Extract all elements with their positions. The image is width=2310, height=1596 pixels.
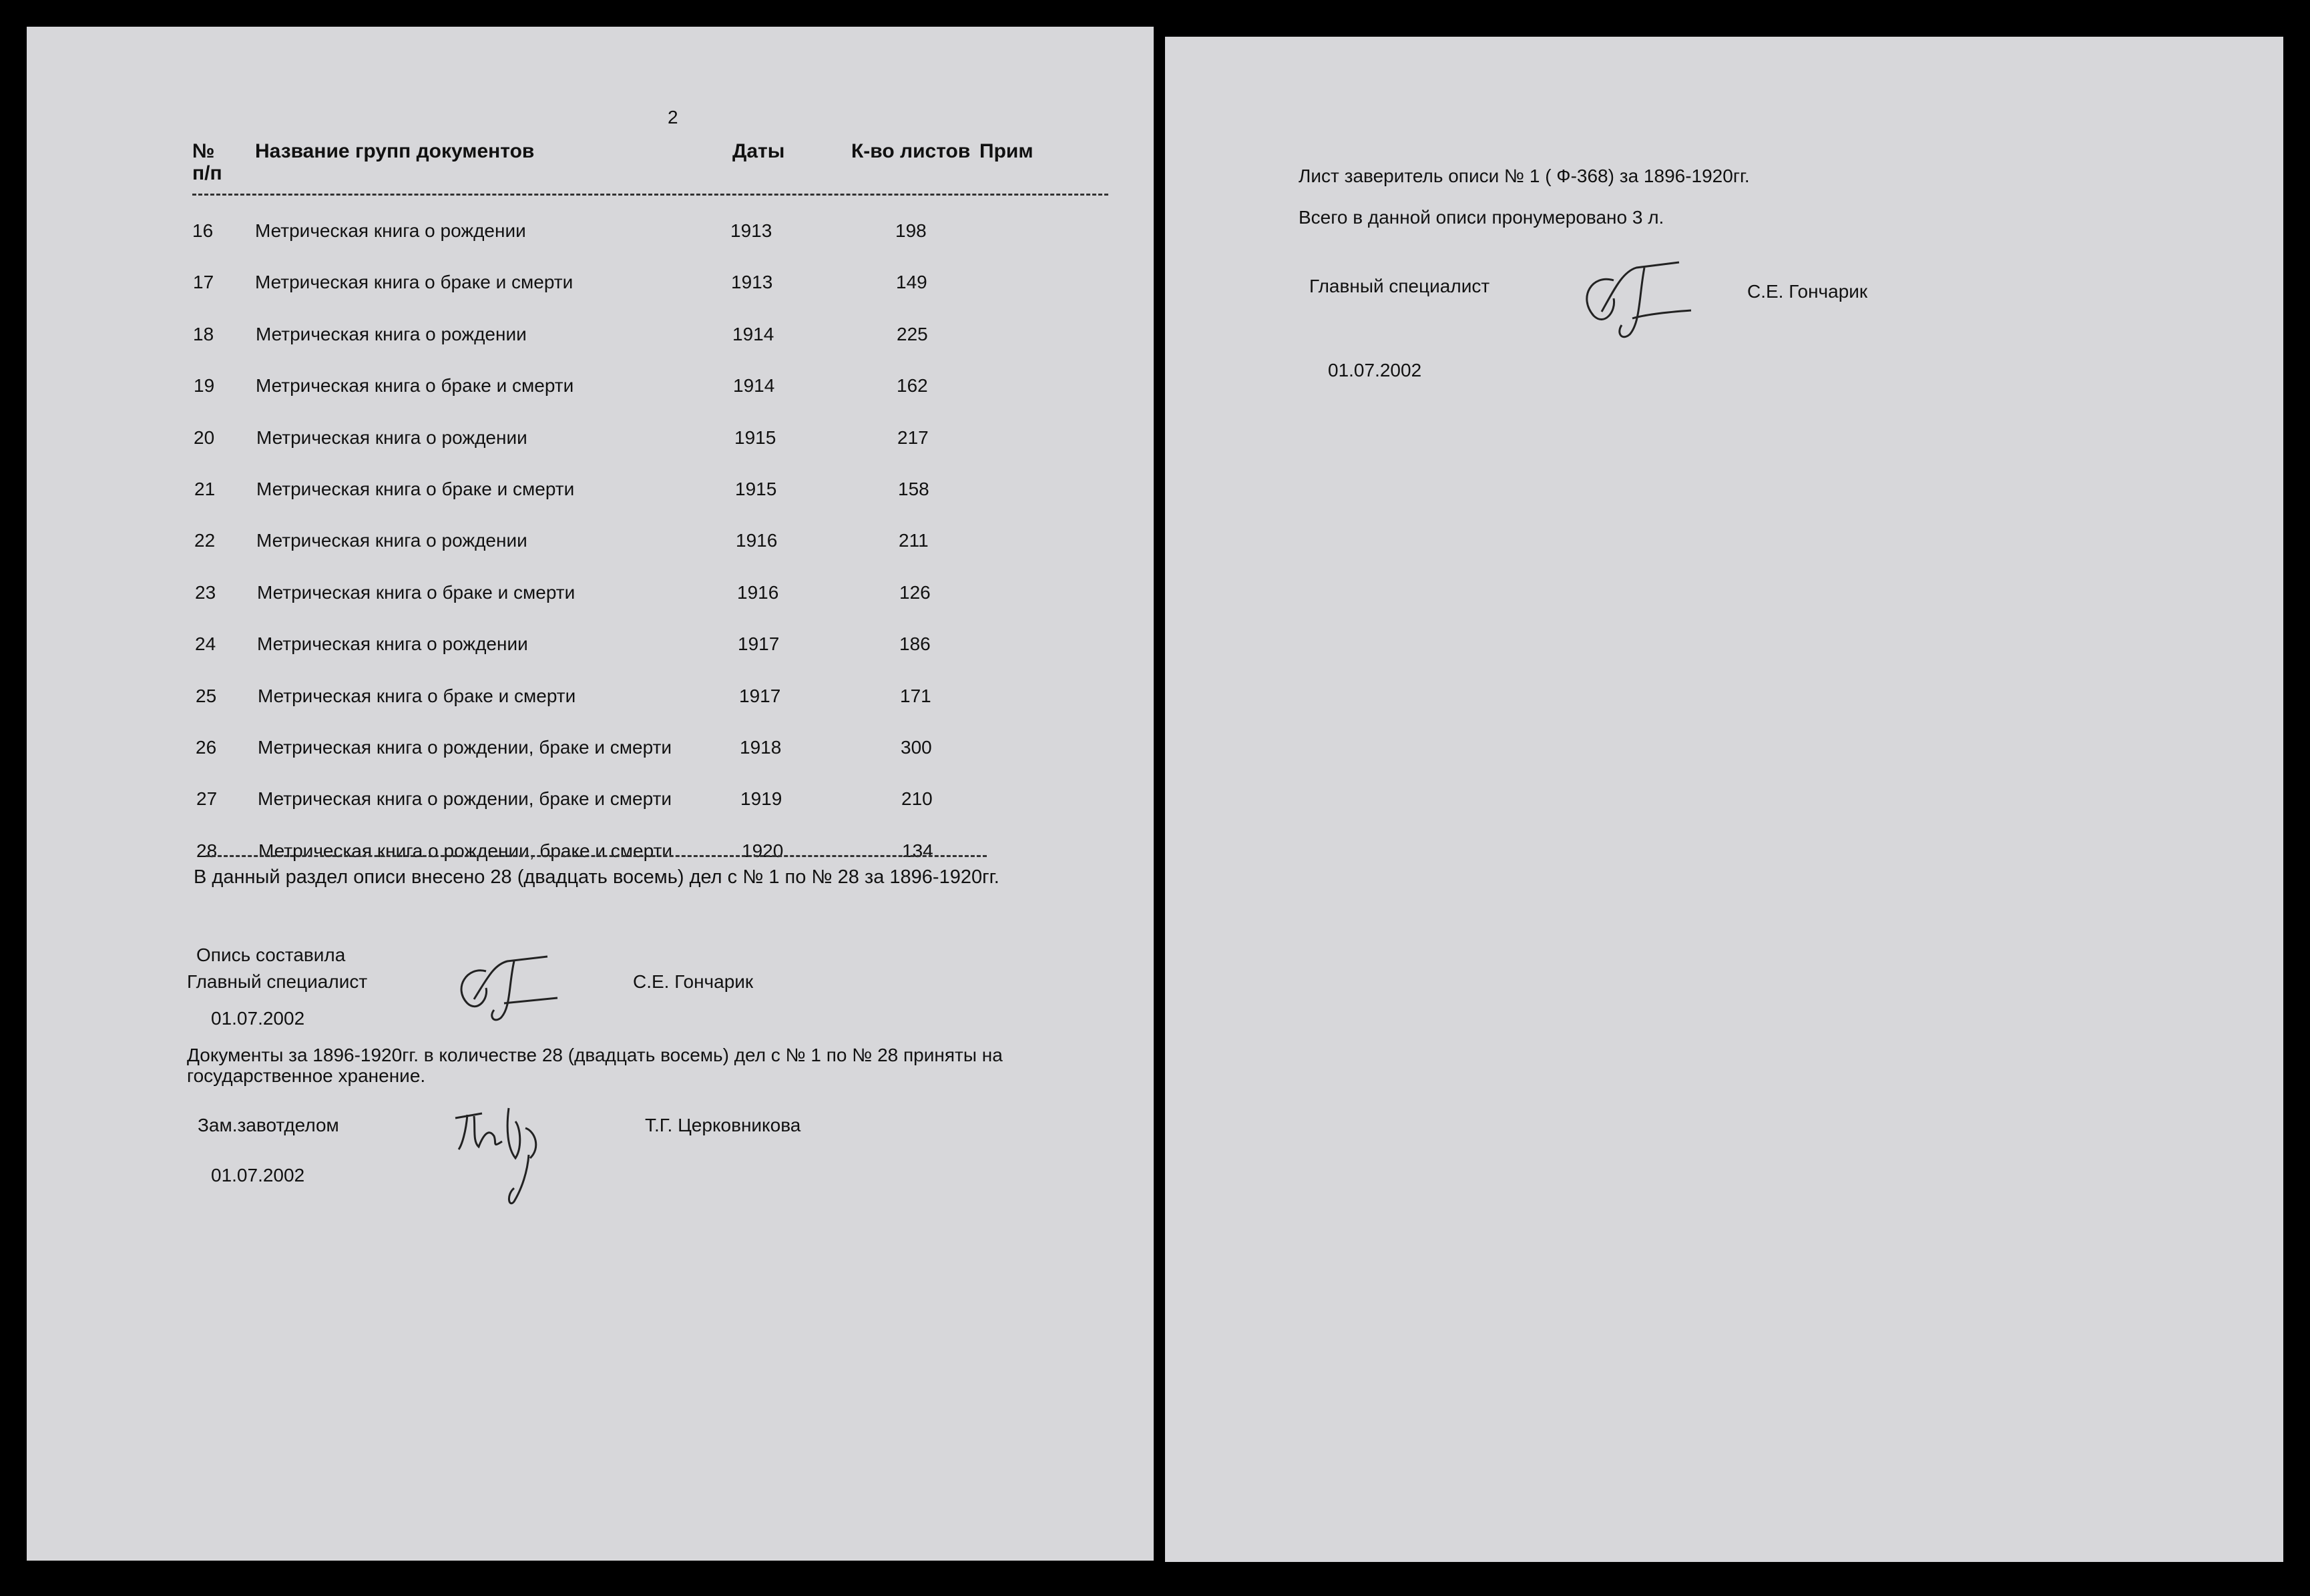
- table-row: [27, 273, 1154, 297]
- row-sheets: 126: [899, 582, 931, 603]
- row-sheets: 211: [899, 530, 929, 551]
- row-number: 18: [193, 324, 214, 344]
- transfer-text-1: Документы за 1896-1920гг. в количестве 28 (двадцать восемь) дел с № 1 по № 28 приняты на: [187, 1045, 1003, 1065]
- row-number: 17: [193, 272, 214, 292]
- row-title: Метрическая книга о рождении, браке и смерти: [258, 737, 672, 758]
- row-sheets: 158: [898, 479, 929, 499]
- compiled-by-date: 01.07.2002: [211, 1008, 305, 1029]
- row-title: Метрическая книга о браке и смерти: [255, 272, 573, 292]
- table-row: [27, 325, 1154, 349]
- table-row: [27, 738, 1154, 762]
- col-header-title: Название групп документов: [255, 140, 535, 162]
- compiled-by-position: Главный специалист: [187, 971, 368, 992]
- row-year: 1916: [736, 530, 778, 551]
- row-year: 1917: [738, 633, 780, 654]
- row-number: 21: [194, 479, 216, 499]
- row-title: Метрическая книга о рождении: [257, 633, 528, 654]
- row-sheets: 198: [895, 220, 927, 241]
- row-title: Метрическая книга о рождении: [256, 324, 527, 344]
- page-number: 2: [668, 107, 678, 127]
- row-sheets: 210: [901, 788, 933, 809]
- accepted-by-date: 01.07.2002: [211, 1165, 305, 1185]
- accepted-by-position: Зам.завотделом: [198, 1115, 339, 1135]
- row-year: 1914: [732, 324, 774, 344]
- row-title: Метрическая книга о браке и смерти: [256, 375, 574, 396]
- row-number: 26: [196, 737, 217, 758]
- row-number: 27: [196, 788, 218, 809]
- row-year: 1916: [737, 582, 779, 603]
- row-year: 1914: [733, 375, 775, 396]
- row-sheets: 149: [896, 272, 927, 292]
- row-number: 20: [194, 427, 215, 448]
- table-row: [27, 583, 1154, 607]
- row-year: 1915: [734, 427, 776, 448]
- certifier-name: С.Е. Гончарик: [1747, 281, 1868, 302]
- row-title: Метрическая книга о браке и смерти: [258, 686, 576, 706]
- inventory-page-left: [27, 27, 1154, 1561]
- row-year: 1919: [740, 788, 782, 809]
- table-row: [27, 429, 1154, 453]
- signature-goncharik-right: [1572, 257, 1699, 344]
- row-year: 1918: [740, 737, 782, 758]
- table-row: [27, 790, 1154, 814]
- row-sheets: 225: [897, 324, 928, 344]
- table-row: [27, 222, 1154, 246]
- table-row: [27, 842, 1154, 866]
- compiled-by-name: С.Е. Гончарик: [633, 971, 754, 992]
- row-sheets: 217: [897, 427, 929, 448]
- row-title: Метрическая книга о браке и смерти: [257, 582, 575, 603]
- row-number: 22: [194, 530, 216, 551]
- row-title: Метрическая книга о рождении, браке и смерти: [258, 788, 672, 809]
- compiled-by-label: Опись составила: [196, 945, 346, 965]
- accepted-by-name: Т.Г. Церковникова: [645, 1115, 801, 1135]
- table-row: [27, 376, 1154, 401]
- certification-line-1: Лист заверитель описи № 1 ( Ф-368) за 1896-1920гг.: [1299, 166, 1750, 186]
- certification-date: 01.07.2002: [1328, 360, 1422, 380]
- col-header-sheets: К-во листов: [851, 140, 971, 162]
- signature-tserkovnikova: [442, 1095, 569, 1212]
- row-sheets: 171: [900, 686, 931, 706]
- row-number: 23: [195, 582, 216, 603]
- row-year: 1913: [731, 272, 773, 292]
- row-title: Метрическая книга о рождении: [256, 427, 527, 448]
- row-number: 25: [196, 686, 217, 706]
- transfer-text-2: государственное хранение.: [187, 1065, 426, 1086]
- certification-page-right: [1165, 37, 2283, 1562]
- row-number: 28: [196, 840, 218, 861]
- row-number: 24: [195, 633, 216, 654]
- summary-text: В данный раздел описи внесено 28 (двадцать восемь) дел с № 1 по № 28 за 1896-1920гг.: [194, 866, 999, 888]
- col-header-notes: Прим: [979, 140, 1033, 162]
- row-number: 16: [192, 220, 214, 241]
- row-title: Метрическая книга о рождении, браке и смерти: [258, 840, 673, 861]
- header-divider: [192, 194, 1108, 196]
- row-year: 1915: [735, 479, 777, 499]
- row-sheets: 300: [901, 737, 932, 758]
- table-row: [27, 687, 1154, 711]
- certifier-position: Главный специалист: [1309, 276, 1490, 296]
- table-row: [27, 480, 1154, 504]
- row-title: Метрическая книга о рождении: [255, 220, 526, 241]
- table-row: [27, 531, 1154, 555]
- row-year: 1917: [739, 686, 781, 706]
- certification-line-2: Всего в данной описи пронумеровано 3 л.: [1299, 207, 1664, 228]
- footer-divider: [206, 855, 987, 857]
- row-sheets: 134: [902, 840, 933, 861]
- row-sheets: 162: [897, 375, 928, 396]
- row-number: 19: [194, 375, 215, 396]
- row-sheets: 186: [899, 633, 931, 654]
- row-title: Метрическая книга о рождении: [256, 530, 527, 551]
- table-row: [27, 635, 1154, 659]
- signature-goncharik: [447, 951, 567, 1025]
- row-year: 1920: [742, 840, 784, 861]
- col-header-num: №: [192, 140, 215, 162]
- col-header-dates: Даты: [732, 140, 785, 162]
- col-header-num-sub: п/п: [192, 162, 222, 184]
- row-title: Метрическая книга о браке и смерти: [256, 479, 575, 499]
- row-year: 1913: [730, 220, 772, 241]
